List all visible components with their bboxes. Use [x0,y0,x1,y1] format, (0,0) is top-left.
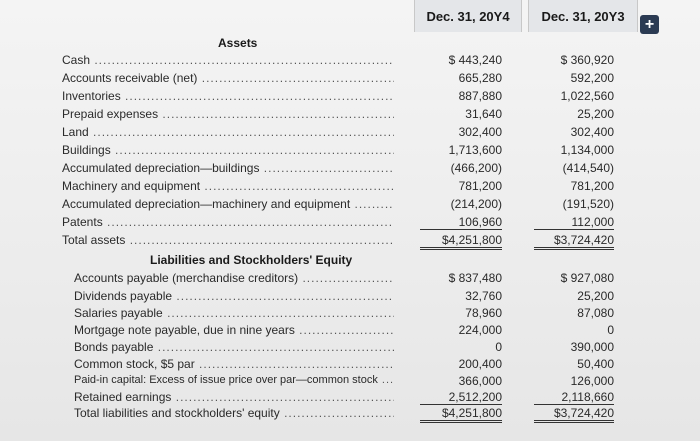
liability-label: Common stock, $5 par ..... [74,357,394,371]
liability-value-y3: 87,080 [577,306,614,320]
liability-value-y4: 78,960 [465,306,502,320]
liability-value-y4: 200,400 [458,357,502,371]
liability-label: Retained earnings ..... [74,390,394,404]
column-header-20y4: Dec. 31, 20Y4 [414,0,522,32]
asset-value-y3: 1,022,560 [560,89,614,103]
asset-value-y4: (214,200) [450,197,502,211]
asset-value-y4: 31,640 [465,107,502,121]
column-header-20y3: Dec. 31, 20Y3 [528,0,638,32]
liability-value-y4: 224,000 [458,323,502,337]
asset-value-y3: 1,134,000 [560,143,614,157]
liability-value-y3: 25,200 [577,289,614,303]
liability-value-y3: 2,118,660 [534,390,614,405]
asset-value-y3: 112,000 [534,215,614,230]
liability-value-y3: $ 927,080 [560,271,614,285]
asset-value-y4: 665,280 [458,71,502,85]
asset-label: Inventories ..... [62,89,394,103]
liability-value-y4: 2,512,200 [420,390,502,405]
asset-label: Machinery and equipment ..... [62,179,394,193]
asset-label: Patents ..... [62,215,394,229]
total-liabilities-y4: $4,251,800 [420,406,502,423]
asset-value-y4: (466,200) [450,161,502,175]
add-button[interactable]: + [640,15,659,34]
liability-label: Accounts payable (merchandise creditors) ..... [74,271,394,285]
asset-value-y4: $ 443,240 [448,53,502,67]
liability-value-y3: 50,400 [577,357,614,371]
liability-value-y3: 390,000 [570,340,614,354]
total-liabilities-label: Total liabilities and stockholders' equity ..... [74,406,394,420]
total-liabilities-y3: $3,724,420 [534,406,614,423]
asset-label: Buildings ..... [62,143,394,157]
asset-value-y3: 25,200 [577,107,614,121]
asset-value-y3: (414,540) [562,161,614,175]
asset-label: Accumulated depreciation—buildings ..... [62,161,394,175]
asset-value-y4: 1,713,600 [448,143,502,157]
liability-value-y4: 366,000 [458,374,502,388]
liability-value-y4: 0 [495,340,502,354]
asset-value-y4: 106,960 [420,215,502,230]
asset-value-y3: 592,200 [570,71,614,85]
asset-value-y3: (191,520) [562,197,614,211]
asset-label: Accumulated depreciation—machinery and equipment ..... [62,197,394,211]
liability-label: Paid-in capital: Excess of issue price over par—common stock ..... [74,374,394,386]
asset-value-y3: 781,200 [570,179,614,193]
liability-label: Mortgage note payable, due in nine years ..... [74,323,394,337]
asset-label: Land ..... [62,125,394,139]
liabilities-heading: Liabilities and Stockholders' Equity [150,253,353,267]
total-assets-label: Total assets ..... [62,233,394,247]
asset-value-y4: 781,200 [458,179,502,193]
assets-heading: Assets [218,36,258,50]
asset-label: Prepaid expenses ..... [62,107,394,121]
asset-label: Accounts receivable (net) ..... [62,71,394,85]
asset-label: Cash ..... [62,53,394,67]
liability-value-y3: 0 [607,323,614,337]
liability-label: Bonds payable ..... [74,340,394,354]
liability-value-y4: $ 837,480 [448,271,502,285]
asset-value-y4: 887,880 [458,89,502,103]
asset-value-y3: $ 360,920 [560,53,614,67]
asset-value-y3: 302,400 [570,125,614,139]
liability-label: Salaries payable ..... [74,306,394,320]
total-assets-y3: $3,724,420 [534,233,614,250]
liability-label: Dividends payable ..... [74,289,394,303]
asset-value-y4: 302,400 [458,125,502,139]
liability-value-y3: 126,000 [570,374,614,388]
total-assets-y4: $4,251,800 [420,233,502,250]
liability-value-y4: 32,760 [465,289,502,303]
